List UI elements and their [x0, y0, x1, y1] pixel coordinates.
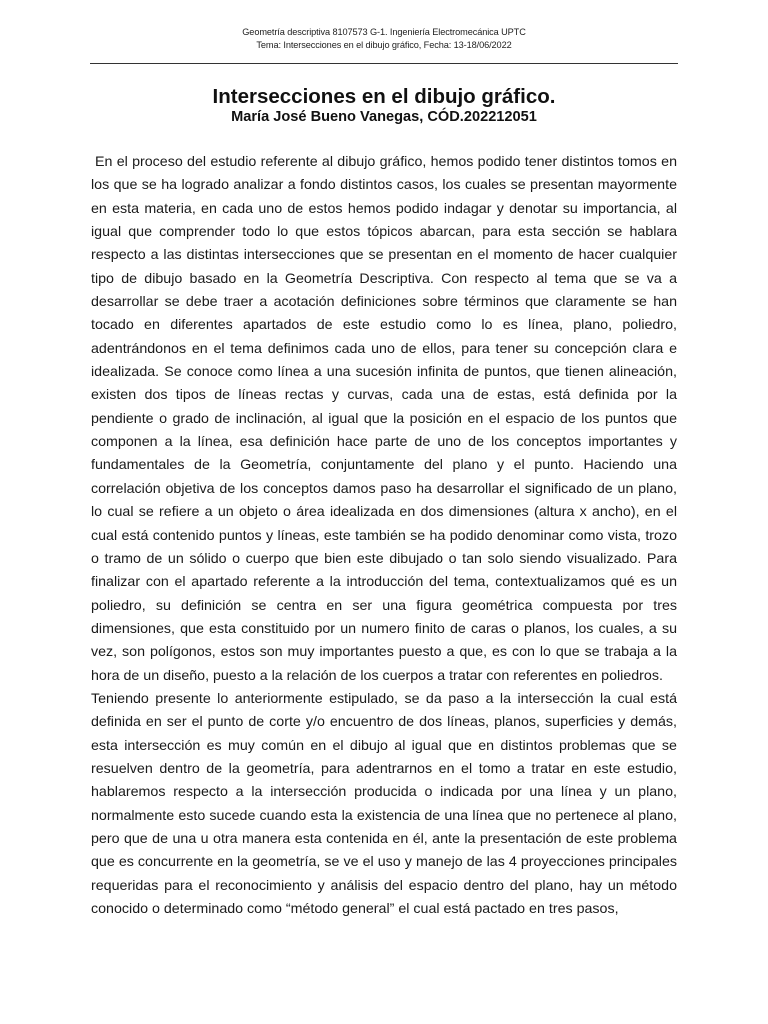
document-body	[91, 151, 677, 921]
body-paragraph-2: Teniendo presente lo anteriormente estipulado, se da paso a la intersección la cual está definida en ser el punto de corte y/o encuentro de dos líneas, planos, superficies y demás, esta intersección es muy común en el dibujo al igual que en distintos problemas que se resuelven dentro de la geometría, para adentrarnos en el tomo a tratar en este estudio, hablaremos respecto a la intersección producida o indicada por una línea y un plano, normalmente esto sucede cuando esta la existencia de una línea que no pertenece al plano, pero que de una u otra manera esta contenida en él, ante la presentación de este problema que es concurrente en la geometría, se ve el uso y manejo de las 4 proyecciones principales requeridas para el reconocimiento y análisis del espacio dentro del plano, hay un método conocido o determinado como “método general” el cual está pactado en tres pasos,	[91, 690, 677, 917]
header-course-line: Geometría descriptiva 8107573 G-1. Ingeniería Electromecánica UPTC	[242, 27, 526, 37]
document-title: Intersecciones en el dibujo gráfico.	[212, 85, 556, 108]
body-paragraph-1: En el proceso del estudio referente al dibujo gráfico, hemos podido tener distintos tomos en los que se ha logrado analizar a fondo distintos casos, los cuales se presentan mayormente en esta materia, en cada uno de estos hemos podido indagar y denotar su importancia, al igual que comprender todo lo que estos tópicos abarcan, para esta sección se hablara respecto a las distintas intersecciones que se presentan en el momento de hacer cualquier tipo de dibujo basado en la Geometría Descriptiva. Con respecto al tema que se va a desarrollar se debe traer a acotación definiciones sobre términos que claramente se han tocado en diferentes apartados de este estudio como lo es línea, plano, poliedro, adentrándonos en el tema definimos cada uno de ellos, para tener su concepción clara e idealizada. Se conoce como línea a una sucesión infinita de puntos, que tienen alineación, existen dos tipos de líneas rectas y curvas, cada una de estas, está definida por la pendiente o grado de inclinación, al igual que la posición en el espacio de los puntos que componen a la línea, esa definición hace parte de uno de los conceptos importantes y fundamentales de la Geometría, conjuntamente del plano y el punto. Haciendo una correlación objetiva de los conceptos damos paso ha desarrollar el significado de un plano, lo cual se refiere a un objeto o área idealizada en dos dimensiones (altura x ancho), en el cual está contenido puntos y líneas, este también se ha podido denominar como vista, trozo o tramo de un sólido o cuerpo que bien este dibujado o tan solo siendo visualizado. Para finalizar con el apartado referente a la introducción del tema, contextualizamos qué es un poliedro, su definición se centra en ser una figura geométrica compuesta por tres dimensiones, que esta constituido por un numero finito de caras o planos, los cuales, a su vez, son polígonos, estos son muy importantes puesto a que, es con lo que se trabaja a la hora de un diseño, puesto a la relación de los cuerpos a tratar con referentes en poliedros.	[91, 154, 677, 684]
header-topic-line: Tema: Intersecciones en el dibujo gráfico, Fecha: 13-18/06/2022	[256, 40, 512, 50]
document-author: María José Bueno Vanegas, CÓD.202212051	[231, 109, 537, 125]
header-divider	[90, 63, 678, 64]
running-header	[90, 26, 678, 52]
